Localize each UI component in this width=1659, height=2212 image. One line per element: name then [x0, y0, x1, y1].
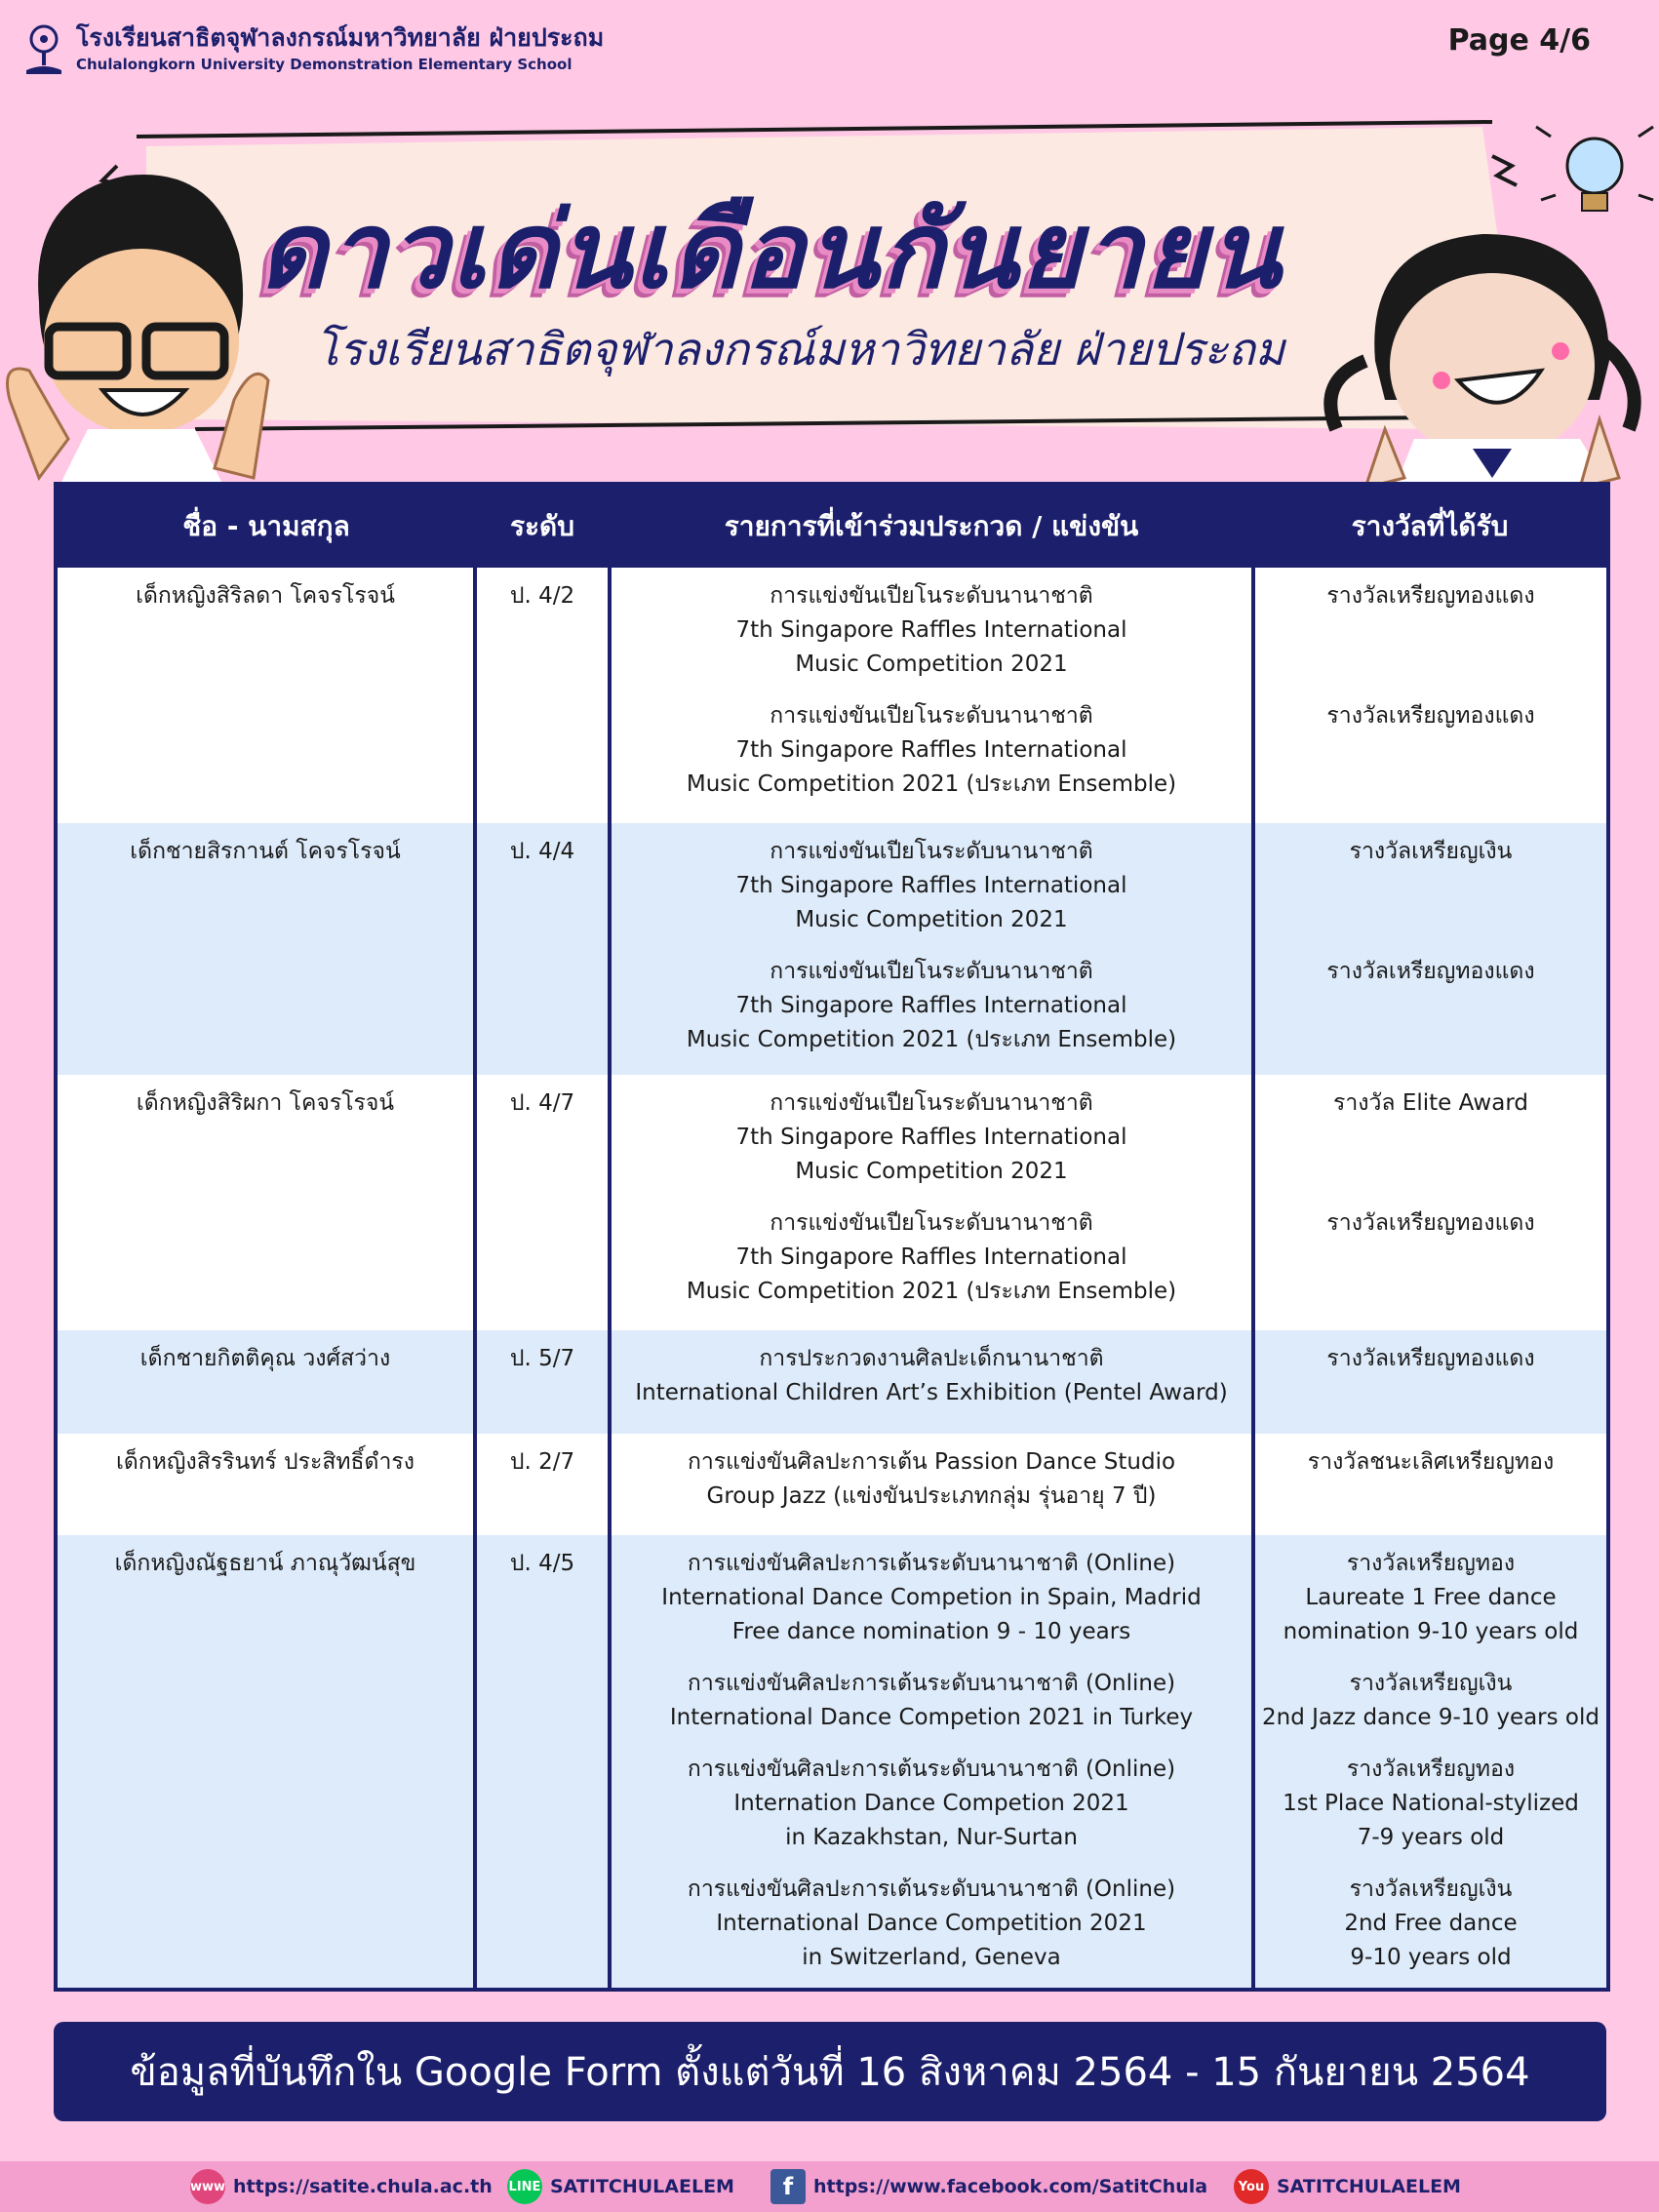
- award-line: 2nd Jazz dance 9-10 years old: [1261, 1705, 1600, 1730]
- award-entry: [1256, 568, 1605, 688]
- competition-line: การแข่งขันเปียโนระดับนานาชาติ: [770, 1090, 1093, 1116]
- grade-level-text: ป. 5/7: [509, 1346, 575, 1371]
- student-name-text: เด็กหญิงสิริผกา โคจรโรจน์: [136, 1090, 395, 1116]
- table-row: [56, 1434, 1608, 1535]
- grade-level: [475, 1434, 610, 1535]
- header-competition: รายการที่เข้าร่วมประกวด / แข่งขัน: [610, 484, 1253, 568]
- website-text: https://satite.chula.ac.th: [233, 2176, 493, 2197]
- table-row: [56, 823, 1608, 1075]
- awards-table: [54, 482, 1610, 1992]
- grade-level: [475, 1535, 610, 1990]
- page-number: Page 4/6: [1447, 23, 1591, 58]
- competition-line: 7th Singapore Raffles International: [735, 1244, 1127, 1270]
- award-line: nomination 9-10 years old: [1283, 1619, 1579, 1644]
- grade-level: [475, 1330, 610, 1434]
- competition-line: 7th Singapore Raffles International: [735, 873, 1127, 898]
- youtube-text: SATITCHULAELEM: [1277, 2176, 1461, 2197]
- school-header: [21, 18, 604, 80]
- grade-level: [475, 823, 610, 1075]
- competition-entry: [612, 1075, 1250, 1195]
- grade-level: [475, 1075, 610, 1330]
- award-cell: [1253, 1535, 1608, 1990]
- competition-entry: [612, 1535, 1250, 1655]
- competition-line: International Dance Competion in Spain, Madrid: [661, 1585, 1202, 1610]
- award-entry: [1256, 688, 1605, 808]
- facebook-text: https://www.facebook.com/SatitChula: [813, 2176, 1208, 2197]
- facebook-link[interactable]: [770, 2167, 1207, 2206]
- competition-line: การแข่งขันเปียโนระดับนานาชาติ: [770, 703, 1093, 729]
- award-line: รางวัลเหรียญทอง: [1346, 1551, 1516, 1576]
- student-name: [56, 1535, 475, 1990]
- competition-line: การแข่งขันศิลปะการเต้นระดับนานาชาติ (Online): [687, 1757, 1176, 1782]
- competition-line: 7th Singapore Raffles International: [735, 1125, 1127, 1150]
- date-range-note: [54, 2022, 1606, 2121]
- award-cell: [1253, 823, 1608, 1075]
- competition-line: International Dance Competion 2021 in Turkey: [669, 1705, 1194, 1730]
- competition-line: Music Competition 2021: [795, 652, 1068, 677]
- competition-line: การแข่งขันศิลปะการเต้นระดับนานาชาติ (Online): [687, 1551, 1176, 1576]
- award-line: รางวัลเหรียญทองแดง: [1326, 1346, 1535, 1371]
- competition-cell: [610, 1075, 1253, 1330]
- competition-line: การแข่งขันเปียโนระดับนานาชาติ: [770, 959, 1093, 984]
- table-header-row: [56, 484, 1608, 568]
- school-emblem-icon: [21, 20, 66, 78]
- competition-line: in Switzerland, Geneva: [802, 1945, 1061, 1970]
- website-link[interactable]: [190, 2167, 493, 2206]
- award-entry: [1256, 1741, 1605, 1861]
- competition-line: 7th Singapore Raffles International: [735, 617, 1127, 643]
- competition-entry: [612, 1861, 1250, 1981]
- award-line: รางวัลเหรียญเงิน: [1349, 839, 1513, 864]
- header-award: รางวัลที่ได้รับ: [1253, 484, 1608, 568]
- competition-line: 7th Singapore Raffles International: [735, 737, 1127, 763]
- competition-line: Internation Dance Competion 2021: [733, 1791, 1129, 1816]
- award-line: 9-10 years old: [1350, 1945, 1512, 1970]
- grade-level-text: ป. 4/2: [509, 583, 575, 609]
- header-name: ชื่อ - นามสกุล: [56, 484, 475, 568]
- competition-entry: [612, 823, 1250, 943]
- award-entry: [1256, 1434, 1605, 1520]
- competition-line: Group Jazz (แข่งขันประเภทกลุ่ม รุ่นอายุ 7 ปี): [706, 1483, 1157, 1509]
- award-line: รางวัลเหรียญเงิน: [1349, 1671, 1513, 1696]
- competition-line: International Dance Competition 2021: [716, 1911, 1147, 1936]
- grade-level-text: ป. 4/5: [509, 1551, 575, 1576]
- competition-cell: [610, 1434, 1253, 1535]
- award-line: Laureate 1 Free dance: [1305, 1585, 1557, 1610]
- award-entry: [1256, 1861, 1605, 1981]
- line-icon: LINE: [507, 2169, 542, 2204]
- award-line: 7-9 years old: [1357, 1825, 1505, 1850]
- competition-line: International Children Art’s Exhibition (Pentel Award): [635, 1380, 1228, 1405]
- award-entry: [1256, 1535, 1605, 1655]
- competition-entry: [612, 688, 1250, 808]
- competition-entry: [612, 1195, 1250, 1315]
- table-row: [56, 1075, 1608, 1330]
- award-line: รางวัลเหรียญทองแดง: [1326, 583, 1535, 609]
- award-line: 1st Place National-stylized: [1283, 1791, 1579, 1816]
- table-row: [56, 1330, 1608, 1434]
- student-name-text: เด็กชายกิตติคุณ วงศ์สว่าง: [139, 1346, 391, 1371]
- competition-line: in Kazakhstan, Nur-Surtan: [785, 1825, 1078, 1850]
- competition-line: การแข่งขันศิลปะการเต้นระดับนานาชาติ (Online): [687, 1671, 1176, 1696]
- line-text: SATITCHULAELEM: [550, 2176, 734, 2197]
- competition-line: การแข่งขันเปียโนระดับนานาชาติ: [770, 839, 1093, 864]
- award-cell: [1253, 1075, 1608, 1330]
- banner-title: ดาวเด่นเดือนกันยายน: [257, 190, 1284, 312]
- competition-entry: [612, 568, 1250, 688]
- student-name: [56, 823, 475, 1075]
- facebook-icon: f: [770, 2169, 806, 2204]
- award-line: รางวัลเหรียญทองแดง: [1326, 1210, 1535, 1236]
- award-line: รางวัลเหรียญทองแดง: [1326, 959, 1535, 984]
- light-bulb-icon: [1536, 127, 1653, 211]
- competition-entry: [612, 1330, 1250, 1416]
- competition-line: การแข่งขันศิลปะการเต้น Passion Dance Studio: [687, 1449, 1176, 1475]
- competition-line: Music Competition 2021 (ประเภท Ensemble): [686, 1279, 1177, 1304]
- student-name-text: เด็กชายสิรกานต์ โคจรโรจน์: [130, 839, 401, 864]
- award-entry: [1256, 1195, 1605, 1315]
- award-entry: [1256, 823, 1605, 943]
- competition-line: การแข่งขันเปียโนระดับนานาชาติ: [770, 583, 1093, 609]
- award-entry: [1256, 1075, 1605, 1195]
- student-name-text: เด็กหญิงสิริลดา โคจรโรจน์: [136, 583, 395, 609]
- student-name: [56, 1434, 475, 1535]
- competition-cell: [610, 568, 1253, 823]
- award-entry: [1256, 943, 1605, 1063]
- competition-entry: [612, 1741, 1250, 1861]
- competition-entry: [612, 1434, 1250, 1520]
- competition-line: การแข่งขันศิลปะการเต้นระดับนานาชาติ (Online): [687, 1876, 1176, 1902]
- award-line: รางวัลเหรียญทอง: [1346, 1757, 1516, 1782]
- award-cell: [1253, 1330, 1608, 1434]
- student-name: [56, 568, 475, 823]
- award-entry: [1256, 1655, 1605, 1741]
- student-name-text: เด็กหญิงณัฐธยาน์ ภาณุวัฒน์สุข: [114, 1551, 416, 1576]
- line-link[interactable]: [507, 2167, 734, 2206]
- grade-level-text: ป. 4/4: [509, 839, 575, 864]
- competition-entry: [612, 1655, 1250, 1741]
- school-name-thai: โรงเรียนสาธิตจุฬาลงกรณ์มหาวิทยาลัย ฝ่ายประถม: [76, 23, 605, 52]
- competition-line: Music Competition 2021 (ประเภท Ensemble): [686, 1027, 1177, 1052]
- award-cell: [1253, 1434, 1608, 1535]
- award-cell: [1253, 568, 1608, 823]
- www-icon: www: [190, 2169, 225, 2204]
- competition-cell: [610, 823, 1253, 1075]
- competition-line: 7th Singapore Raffles International: [735, 993, 1127, 1018]
- competition-line: Music Competition 2021: [795, 907, 1068, 932]
- student-name: [56, 1075, 475, 1330]
- date-range-text: ข้อมูลที่บันทึกใน Google Form ตั้งแต่วันที่ 16 สิงหาคม 2564 - 15 กันยายน 2564: [130, 2050, 1530, 2095]
- competition-line: Music Competition 2021 (ประเภท Ensemble): [686, 771, 1177, 797]
- student-name: [56, 1330, 475, 1434]
- competition-line: การแข่งขันเปียโนระดับนานาชาติ: [770, 1210, 1093, 1236]
- award-line: รางวัลชนะเลิศเหรียญทอง: [1307, 1449, 1555, 1475]
- youtube-link[interactable]: [1234, 2167, 1461, 2206]
- banner-subtitle: โรงเรียนสาธิตจุฬาลงกรณ์มหาวิทยาลัย ฝ่ายประถม: [314, 323, 1285, 375]
- competition-cell: [610, 1330, 1253, 1434]
- award-line: รางวัล Elite Award: [1333, 1090, 1528, 1116]
- competition-cell: [610, 1535, 1253, 1990]
- grade-level-text: ป. 4/7: [509, 1090, 575, 1116]
- header-level: ระดับ: [475, 484, 610, 568]
- school-name-english: Chulalongkorn University Demonstration Elementary School: [76, 56, 573, 73]
- grade-level: [475, 568, 610, 823]
- title-banner: [0, 107, 1659, 488]
- award-line: รางวัลเหรียญเงิน: [1349, 1876, 1513, 1902]
- youtube-icon: You: [1234, 2169, 1269, 2204]
- competition-line: Music Competition 2021: [795, 1159, 1068, 1184]
- table-row: [56, 1535, 1608, 1990]
- competition-line: การประกวดงานศิลปะเด็กนานาชาติ: [759, 1346, 1104, 1371]
- grade-level-text: ป. 2/7: [509, 1449, 575, 1475]
- table-row: [56, 568, 1608, 823]
- award-entry: [1256, 1330, 1605, 1416]
- competition-entry: [612, 943, 1250, 1063]
- competition-line: Free dance nomination 9 - 10 years: [731, 1619, 1131, 1644]
- student-name-text: เด็กหญิงสิรรินทร์ ประสิทธิ์ดำรง: [116, 1449, 415, 1475]
- award-line: รางวัลเหรียญทองแดง: [1326, 703, 1535, 729]
- award-line: 2nd Free dance: [1344, 1911, 1518, 1936]
